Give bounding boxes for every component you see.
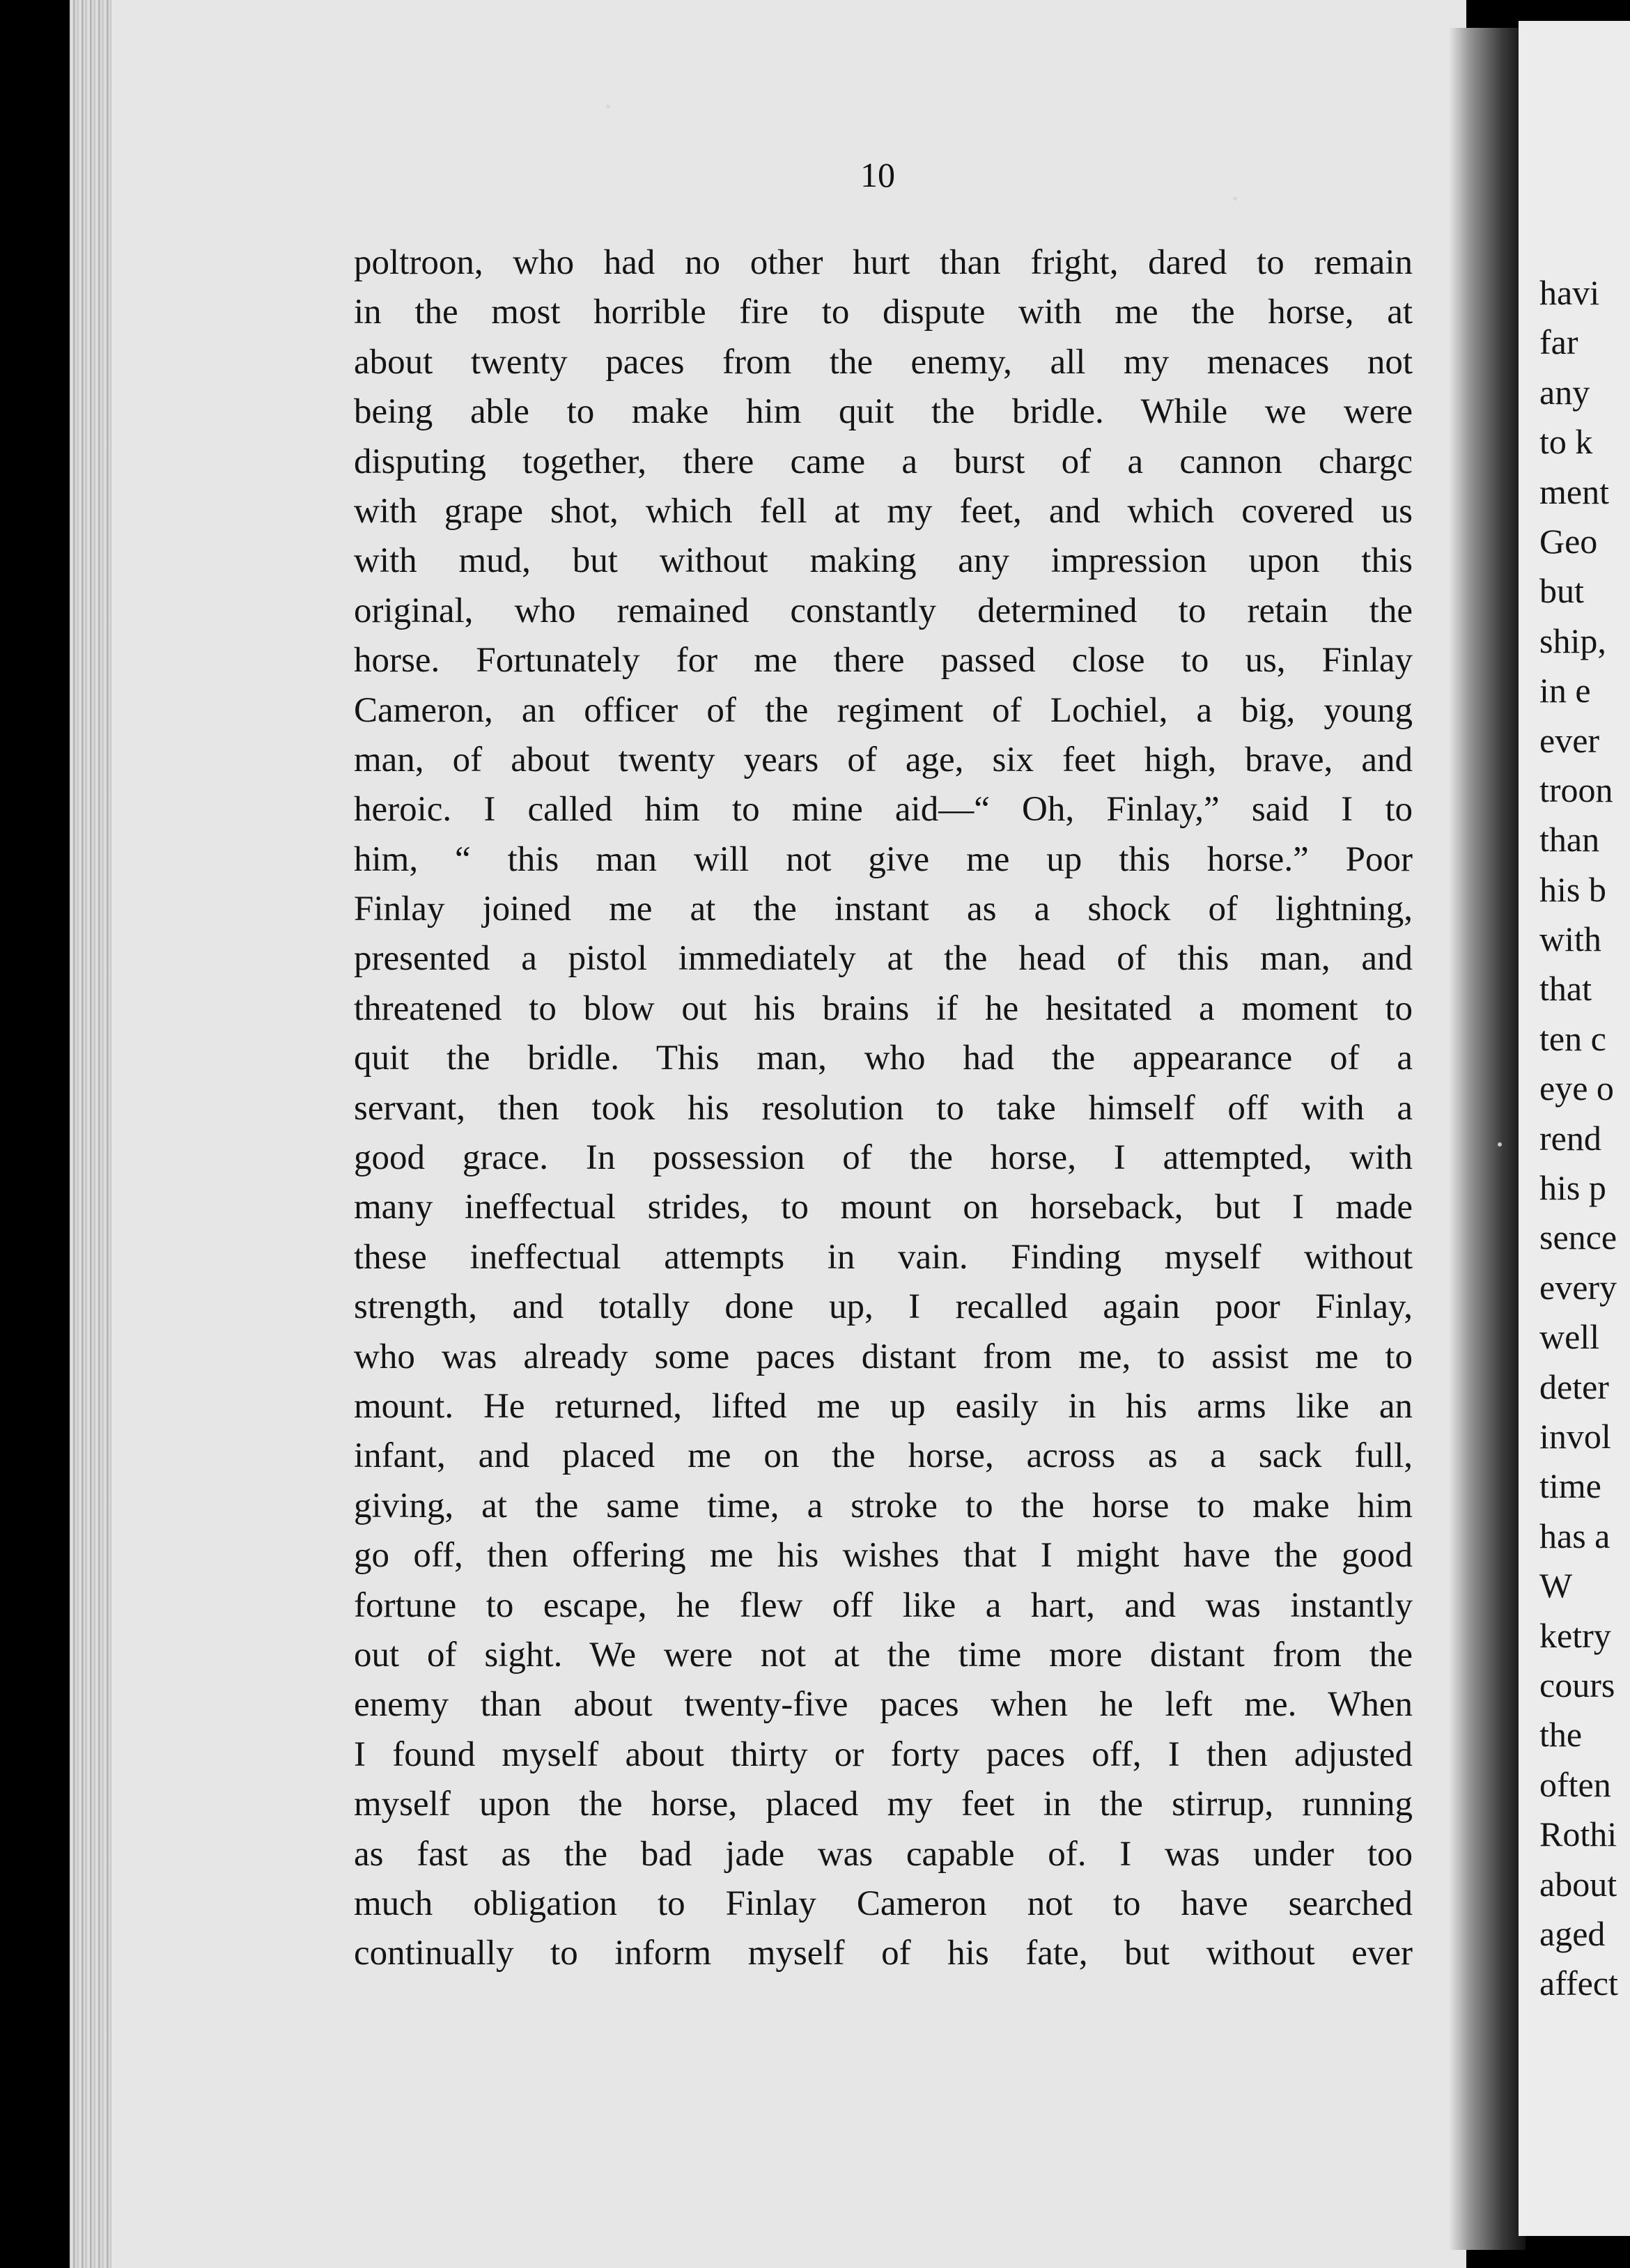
- text-line: quit the bridle. This man, who had the appearance of a: [354, 1039, 1413, 1078]
- facing-text-line: about: [1539, 1864, 1617, 1904]
- text-line: being able to make him quit the bridle. While we were: [354, 392, 1413, 432]
- page-number: 10: [860, 155, 895, 194]
- facing-text-line: with: [1539, 919, 1601, 959]
- facing-text-line: Rothi: [1539, 1815, 1617, 1854]
- text-line: fortune to escape, he flew off like a hart, and was instantly: [354, 1585, 1413, 1625]
- facing-text-line: his b: [1539, 869, 1606, 909]
- facing-page: [1519, 21, 1630, 2236]
- text-line: as fast as the bad jade was capable of. I was under too: [354, 1834, 1413, 1874]
- facing-text-line: sence: [1539, 1218, 1617, 1257]
- facing-text-line: W: [1539, 1566, 1573, 1606]
- text-line: Finlay joined me at the instant as a shock of lightning,: [354, 890, 1413, 929]
- text-line: continually to inform myself of his fate, but without ever: [354, 1934, 1413, 1973]
- facing-text-line: ship,: [1539, 621, 1606, 660]
- text-line: man, of about twenty years of age, six feet high, brave, and: [354, 740, 1413, 779]
- facing-text-line: well: [1539, 1317, 1600, 1357]
- text-line: these ineffectual attempts in vain. Finding myself without: [354, 1237, 1413, 1277]
- facing-text-line: in e: [1539, 671, 1591, 710]
- facing-text-line: rend: [1539, 1118, 1601, 1158]
- text-line: in the most horrible fire to dispute with me the horse, at: [354, 293, 1413, 332]
- facing-text-line: affect: [1539, 1964, 1618, 2003]
- text-line: good grace. In possession of the horse, I attempted, with: [354, 1138, 1413, 1178]
- text-line: about twenty paces from the enemy, all my menaces not: [354, 342, 1413, 382]
- facing-text-line: eye o: [1539, 1069, 1614, 1108]
- text-line: Cameron, an officer of the regiment of Lochiel, a big, young: [354, 690, 1413, 730]
- facing-text-line: ketry: [1539, 1615, 1611, 1655]
- facing-text-line: the: [1539, 1715, 1583, 1755]
- facing-text-line: to k: [1539, 422, 1593, 462]
- facing-text-line: ment: [1539, 472, 1609, 511]
- text-line: enemy than about twenty-five paces when he left me. When: [354, 1685, 1413, 1725]
- paper-speck: [1233, 196, 1237, 201]
- text-line: with grape shot, which fell at my feet, and which covered us: [354, 491, 1413, 531]
- text-line: myself upon the horse, placed my feet in the stirrup, running: [354, 1785, 1413, 1824]
- text-line: servant, then took his resolution to take himself off with a: [354, 1088, 1413, 1128]
- text-line: heroic. I called him to mine aid—“ Oh, Finlay,” said I to: [354, 790, 1413, 830]
- facing-text-line: any: [1539, 372, 1590, 412]
- gutter-shadow: [1449, 28, 1526, 2250]
- facing-text-line: Geo: [1539, 521, 1598, 561]
- facing-text-line: often: [1539, 1764, 1611, 1804]
- text-line: I found myself about thirty or forty paces off, I then adjusted: [354, 1734, 1413, 1774]
- text-line: with mud, but without making any impression upon this: [354, 541, 1413, 581]
- facing-text-line: havi: [1539, 273, 1600, 312]
- facing-text-line: than: [1539, 820, 1600, 860]
- facing-text-line: ten c: [1539, 1018, 1606, 1058]
- text-line: presented a pistol immediately at the head of this man, and: [354, 939, 1413, 979]
- text-line: who was already some paces distant from me, to assist me to: [354, 1337, 1413, 1376]
- facing-page-text: [1539, 268, 1630, 2009]
- text-line: out of sight. We were not at the time more distant from the: [354, 1635, 1413, 1675]
- facing-text-line: but: [1539, 571, 1584, 611]
- text-line: disputing together, there came a burst of a cannon chargc: [354, 442, 1413, 481]
- facing-text-line: has a: [1539, 1516, 1610, 1555]
- text-line: giving, at the same time, a stroke to the horse to make him: [354, 1486, 1413, 1525]
- text-line: infant, and placed me on the horse, across as a sack full,: [354, 1436, 1413, 1476]
- facing-text-line: troon: [1539, 770, 1613, 809]
- body-text: [354, 238, 1413, 1979]
- facing-text-line: aged: [1539, 1913, 1606, 1953]
- text-line: horse. Fortunately for me there passed close to us, Finlay: [354, 641, 1413, 681]
- facing-text-line: invol: [1539, 1416, 1611, 1456]
- facing-text-line: ever: [1539, 720, 1600, 760]
- paper-speck: [1498, 1142, 1502, 1147]
- facing-text-line: cours: [1539, 1665, 1615, 1704]
- text-line: him, “ this man will not give me up this horse.” Poor: [354, 839, 1413, 879]
- text-line: poltroon, who had no other hurt than fright, dared to remain: [354, 243, 1413, 282]
- text-line: original, who remained constantly determined to retain the: [354, 591, 1413, 630]
- facing-text-line: time: [1539, 1466, 1601, 1506]
- text-line: go off, then offering me his wishes that I might have the good: [354, 1536, 1413, 1576]
- facing-text-line: that: [1539, 969, 1592, 1009]
- facing-text-line: every: [1539, 1267, 1617, 1307]
- text-line: strength, and totally done up, I recalled again poor Finlay,: [354, 1287, 1413, 1327]
- facing-text-line: deter: [1539, 1367, 1609, 1406]
- text-line: much obligation to Finlay Cameron not to have searched: [354, 1883, 1413, 1923]
- text-line: threatened to blow out his brains if he hesitated a moment to: [354, 988, 1413, 1028]
- text-line: many ineffectual strides, to mount on horseback, but I made: [354, 1188, 1413, 1227]
- text-line: mount. He returned, lifted me up easily in his arms like an: [354, 1386, 1413, 1426]
- facing-text-line: far: [1539, 323, 1578, 362]
- paper-speck: [606, 104, 610, 109]
- facing-text-line: his p: [1539, 1168, 1606, 1208]
